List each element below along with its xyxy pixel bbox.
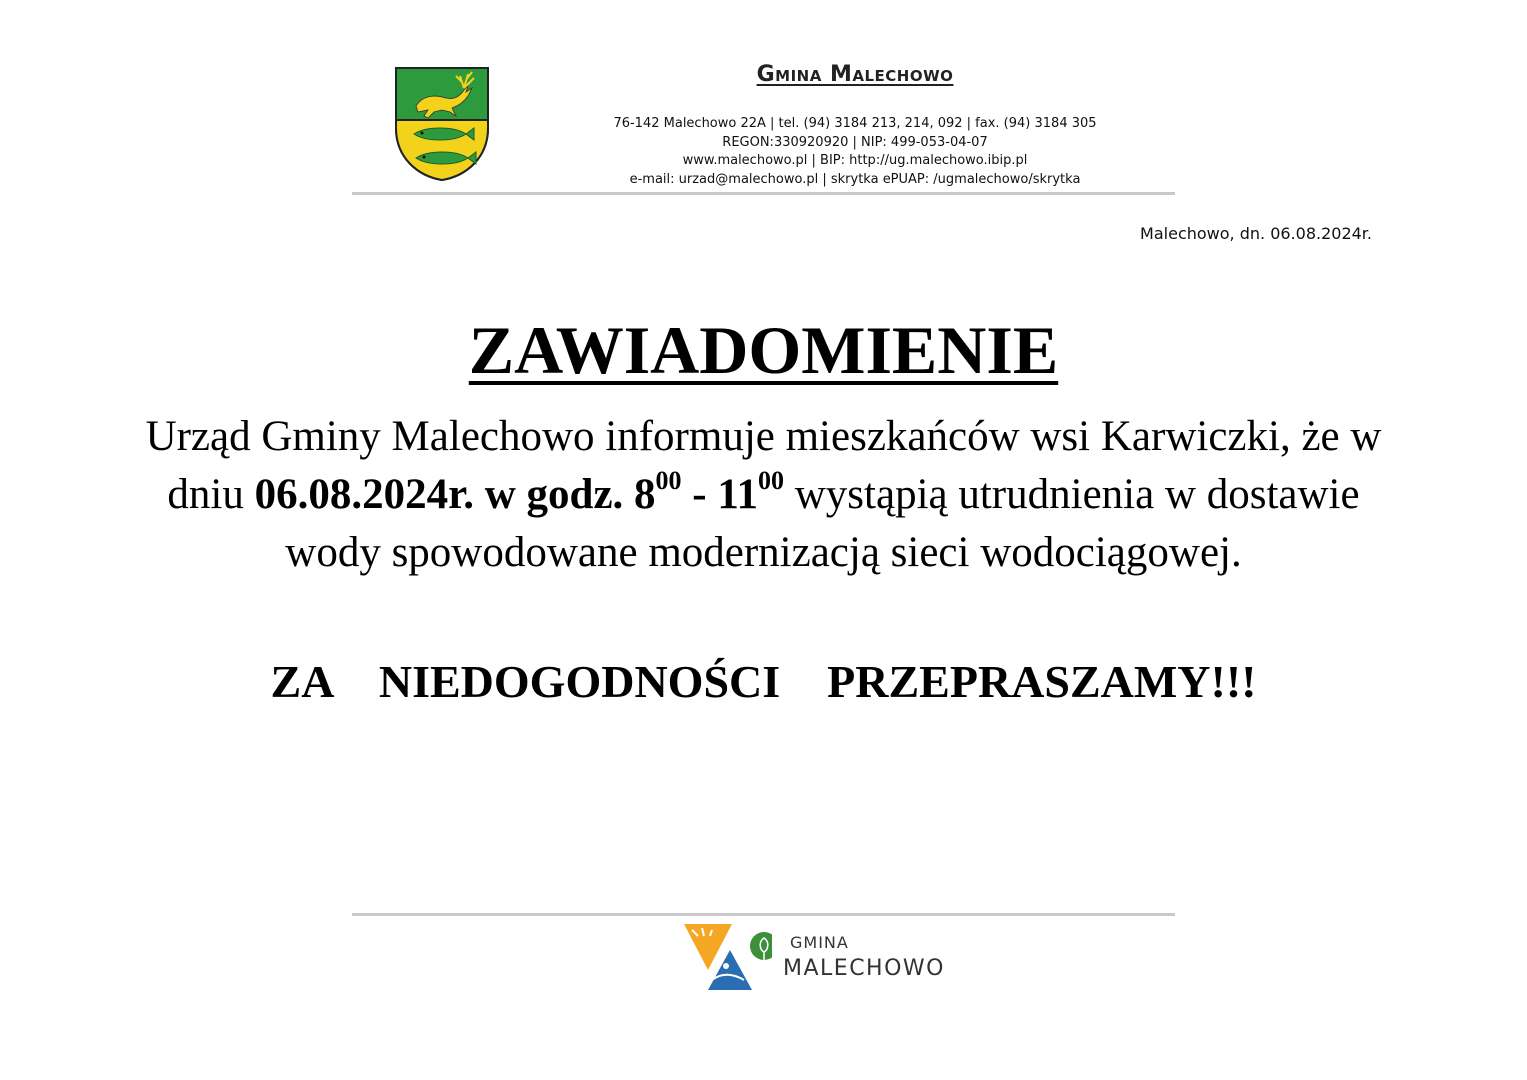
contact-line-email[interactable]: e-mail: urzad@malechowo.pl | skrytka ePUAP: /ugmalechowo/skrytka	[629, 171, 1081, 187]
message-time-end: - 11	[681, 471, 758, 518]
document-date: Malechowo, dn. 06.08.2024r.	[1140, 224, 1372, 243]
message-intro: Urząd Gminy Malechowo informuje mieszkańców wsi Karwiczki, że w dniu	[145, 413, 1382, 518]
apology-text: ZA NIEDOGODNOŚCI PRZEPRASZAMY!!!	[270, 656, 1257, 707]
contact-line-web[interactable]: www.malechowo.pl | BIP: http://ug.malechowo.ibip.pl	[682, 153, 1028, 168]
time-end-superscript: 00	[758, 465, 784, 495]
notice-title: ZAWIADOMIENIE	[468, 312, 1059, 388]
message-outro: wystąpią utrudnienia w dostawie wody spowodowane modernizacją sieci wodociągowej.	[285, 471, 1360, 576]
organization-name: Gmina Malechowo	[756, 62, 954, 87]
footer-divider	[352, 913, 1175, 916]
time-start-superscript: 00	[655, 465, 682, 495]
message-date-time-start: 06.08.2024r. w godz. 8	[254, 471, 656, 518]
coat-of-arms-icon	[394, 66, 490, 182]
footer-logo-gmina: GMINA	[790, 933, 849, 952]
contact-line-address: 76-142 Malechowo 22A | tel. (94) 3184 213, 214, 092 | fax. (94) 3184 305	[613, 116, 1097, 131]
header-divider	[352, 192, 1175, 195]
notice-message	[140, 408, 1387, 582]
contact-details	[540, 115, 1170, 189]
gmina-logo-icon	[682, 920, 772, 994]
contact-line-regon: REGON:330920920 | NIP: 499-053-04-07	[722, 134, 988, 150]
footer-logo-name: MALECHOWO	[783, 956, 945, 981]
